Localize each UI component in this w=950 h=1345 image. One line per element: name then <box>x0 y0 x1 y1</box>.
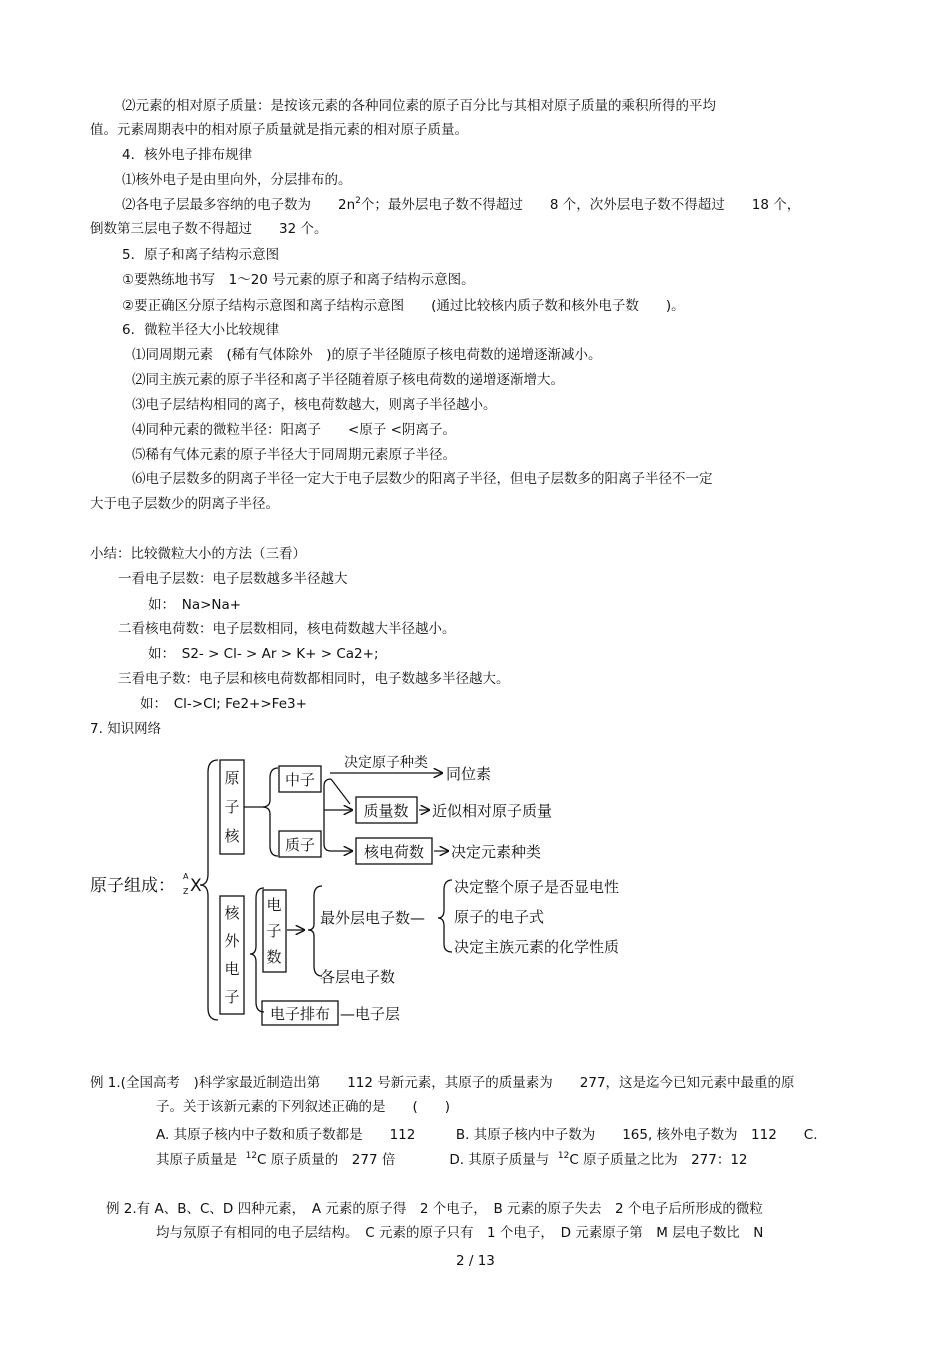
main-brace <box>200 760 218 1020</box>
layer-electrons-label: 各层电子数 <box>320 968 396 986</box>
example-2-line: 例 2.有 A、B、C、D 四种元素， A 元素的原子得 2 个电子， B 元素的原子失去 2 个电子后所形成的微粒 <box>106 1201 763 1217</box>
text-line: 如： Na>Na+ <box>148 597 242 613</box>
root-symbol: X <box>190 876 202 896</box>
example-1-line: 例 1.(全国高考 )科学家最近制造出第 112 号新元素，其原子的质量素为 277，这是迄今已知元素中最重的原 <box>90 1075 795 1091</box>
electrons-char: 外 <box>224 932 240 950</box>
decide-atom-type-label: 决定原子种类 <box>344 755 428 771</box>
text-line: ⑴同周期元素 (稀有气体除外 )的原子半径随原子核电荷数的递增逐渐减小。 <box>132 347 602 363</box>
electron-number-char: 电 <box>266 896 282 914</box>
example-1-line: 子。关于该新元素的下列叙述正确的是 ( ) <box>156 1099 451 1115</box>
text-line: ⑶电子层结构相同的离子，核电荷数越大，则离子半径越小。 <box>132 397 497 413</box>
mass-number-label: 质量数 <box>363 802 409 820</box>
decide-neutral-label: 决定整个原子是否显电性 <box>454 878 620 896</box>
electron-formula-label: 原子的电子式 <box>454 908 545 926</box>
text-line: 值。元素周期表中的相对原子质量就是指元素的相对原子质量。 <box>90 122 468 138</box>
text-line: ⑸稀有气体元素的原子半径大于同周期元素原子半径。 <box>132 447 456 463</box>
text-line: 三看电子数：电子层和核电荷数都相同时，电子数越多半径越大。 <box>118 671 510 687</box>
section-heading: 7. 知识网络 <box>90 721 162 737</box>
text-line: ②要正确区分原子结构示意图和离子结构示意图 (通过比较核内质子数和核外电子数 )。 <box>122 298 685 314</box>
proton-label: 质子 <box>284 836 316 854</box>
electron-number-char: 数 <box>266 948 282 966</box>
text-line: ⑹电子层数多的阴离子半径一定大于电子层数少的阳离子半径，但电子层数多的阳离子半径不一定 <box>132 471 713 487</box>
electrons-char: 核 <box>224 904 240 922</box>
text-line: ⑴核外电子是由里向外，分层排布的。 <box>122 172 352 188</box>
text-line: 二看核电荷数：电子层数相同，核电荷数越大半径越小。 <box>118 621 456 637</box>
nucleus-char: 原 <box>224 769 240 787</box>
decide-element-type-label: 决定元素种类 <box>451 843 542 861</box>
arrangement-label: 电子排布 <box>269 1005 331 1023</box>
text-line: ⑵各电子层最多容纳的电子数为 $2n^2$个；最外层电子数不得超过 8 个，次外层电子数不得超过 18 个， <box>122 196 801 213</box>
text-line: ⑷同种元素的微粒半径：阳离子 <原子 <阴离子。 <box>132 422 456 438</box>
text-line: 如： Cl->Cl; Fe2+>Fe3+ <box>140 696 307 712</box>
text-line: ①要熟练地书写 1～20 号元素的原子和离子结构示意图。 <box>122 272 475 288</box>
text-line: 如： S2- > Cl- > Ar > K+ > Ca2+; <box>148 646 379 662</box>
example-1-options: A. 其原子核内中子数和质子数都是 112 B. 其原子核内中子数为 165, 核外电子数为 112 C. <box>156 1127 818 1143</box>
neutron-label: 中子 <box>284 771 316 789</box>
root-label: 原子组成： <box>90 876 175 896</box>
isotope-label: 同位素 <box>446 765 492 783</box>
text-line: 大于电子层数少的阴离子半径。 <box>90 496 279 512</box>
example-2-line: 均与氖原子有相同的电子层结构。 C 元素的原子只有 1 个电子， D 元素原子第 M 层电子数比 N <box>156 1225 764 1241</box>
text-line: ⑵元素的相对原子质量：是按该元素的各种同位素的原子百分比与其相对原子质量的乘积所得的平均 <box>122 98 716 114</box>
text-line: ⑵同主族元素的原子半径和离子半径随着原子核电荷数的递增逐渐增大。 <box>132 372 564 388</box>
decide-chem-label: 决定主族元素的化学性质 <box>454 938 620 956</box>
electron-number-char: 子 <box>266 922 282 940</box>
summary-heading: 小结：比较微粒大小的方法（三看） <box>90 546 306 562</box>
section-heading: 5．原子和离子结构示意图 <box>122 247 280 263</box>
nucleus-char: 核 <box>224 827 240 845</box>
example-1-options: 其原子质量是 $^{12}$C 原子质量的 277 倍 D. 其原子质量与 $^{12}$C 原子质量之比为 277：12 <box>156 1151 748 1168</box>
text-line: 倒数第三层电子数不得超过 32 个。 <box>90 221 328 237</box>
section-heading: 6．微粒半径大小比较规律 <box>122 322 280 338</box>
outer-electrons-label: 最外层电子数— <box>320 909 426 927</box>
nucleus-brace <box>262 768 278 856</box>
electrons-char: 子 <box>224 988 240 1006</box>
section-heading: 4．核外电子排布规律 <box>122 147 253 163</box>
text-line: 一看电子层数：电子层数越多半径越大 <box>118 571 348 587</box>
root-mass-number: A <box>183 872 189 881</box>
nuclear-charge-label: 核电荷数 <box>363 843 425 861</box>
shell-label: —电子层 <box>340 1005 401 1023</box>
electrons-brace <box>250 888 264 1012</box>
page-number: 2 / 13 <box>456 1253 495 1269</box>
root-atomic-number: Z <box>183 887 189 896</box>
nucleus-char: 子 <box>224 798 240 816</box>
electrons-char: 电 <box>224 960 240 978</box>
knowledge-network-diagram <box>86 748 686 1033</box>
approx-mass-label: 近似相对原子质量 <box>432 802 553 820</box>
